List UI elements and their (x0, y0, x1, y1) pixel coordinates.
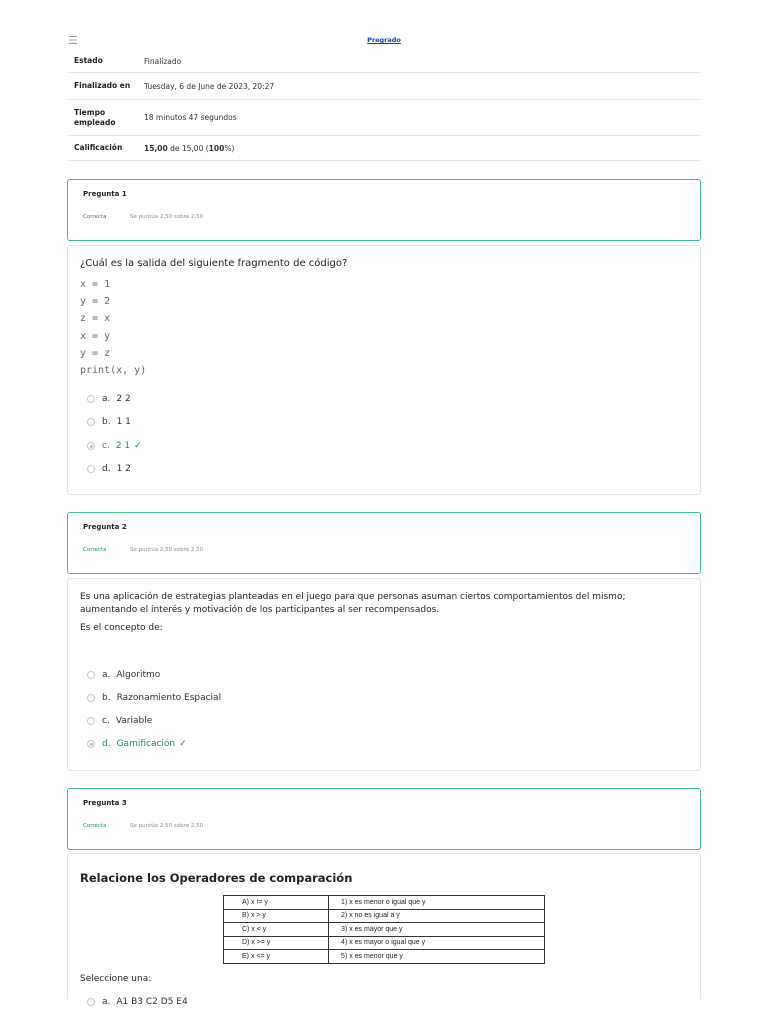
question-state: Correcta (83, 214, 107, 220)
option-c[interactable]: c. 2 1 ✓ (87, 441, 142, 451)
radio-button[interactable] (87, 465, 95, 473)
question-2-info (67, 512, 701, 574)
check-icon: ✓ (134, 441, 142, 451)
option-a[interactable]: a. 2 2 (87, 394, 131, 404)
table-row: B) x > y 2) x no es igual a y (224, 909, 545, 923)
table-row: A) x != y 1) x es menor o igual que y (224, 896, 545, 910)
radio-button-selected[interactable] (87, 740, 95, 748)
question-grade: Se puntúa 2,50 sobre 2,50 (130, 547, 204, 553)
question-number: Pregunta 3 (83, 799, 127, 807)
option-a[interactable]: a. A1 B3 C2 D5 E4 (87, 997, 188, 1007)
summary-row-time: Tiempo empleado 18 minutos 47 segundos (68, 100, 701, 136)
question-1-info (67, 179, 701, 241)
option-d[interactable]: d. Gamificación ✓ (87, 739, 187, 749)
question-number: Pregunta 1 (83, 190, 127, 198)
question-number: Pregunta 2 (83, 523, 127, 531)
radio-button[interactable] (87, 418, 95, 426)
question-grade: Se puntúa 2,50 sobre 2,50 (130, 214, 204, 220)
option-c[interactable]: c. Variable (87, 716, 152, 726)
option-b[interactable]: b. Razonamiento Espacial (87, 693, 221, 703)
question-title: Relacione los Operadores de comparación (80, 871, 353, 885)
summary-row-grade: Calificación 15,00 de 15,00 (100%) (68, 136, 701, 161)
question-grade: Se puntúa 2,50 sobre 2,50 (130, 823, 204, 829)
course-link[interactable]: Pregrado (367, 36, 401, 44)
option-a[interactable]: a. Algoritmo (87, 670, 160, 680)
code-snippet: x = 1 y = 2 z = x x = y y = z print(x, y) (80, 279, 147, 377)
question-3-content (67, 853, 701, 1007)
attempt-summary (68, 50, 701, 161)
top-bar (0, 0, 768, 48)
hamburger-icon[interactable]: ☰ (68, 34, 78, 47)
question-state: Correcta (83, 823, 107, 829)
table-row: E) x <= y 5) x es menor que y (224, 950, 545, 964)
radio-button[interactable] (87, 395, 95, 403)
summary-row-state: Estado Finalizado (68, 50, 701, 73)
table-row: C) x < y 3) x es mayor que y (224, 923, 545, 937)
grade-value: 15,00 de 15,00 (100%) (144, 143, 235, 153)
question-prompt: Es una aplicación de estrategias planteadas en el juego para que personas asuman ciertos comportamientos del mismo; aumentando el interés y motivación de los participantes al ser recompensados. (80, 592, 626, 615)
radio-button[interactable] (87, 671, 95, 679)
table-row: D) x >= y 4) x es mayor o igual que y (224, 936, 545, 950)
radio-button[interactable] (87, 717, 95, 725)
radio-button[interactable] (87, 998, 95, 1006)
question-prompt: ¿Cuál es la salida del siguiente fragmento de código? (80, 258, 348, 269)
option-b[interactable]: b. 1 1 (87, 417, 131, 427)
radio-button[interactable] (87, 694, 95, 702)
question-subprompt: Es el concepto de: (80, 623, 163, 633)
question-2-content (67, 578, 701, 771)
check-icon: ✓ (179, 739, 187, 749)
operators-table (223, 895, 545, 964)
select-label: Seleccione una: (80, 974, 152, 984)
question-3-info (67, 788, 701, 850)
option-d[interactable]: d. 1 2 (87, 464, 131, 474)
question-state: Correcta (83, 547, 107, 553)
question-1-content (67, 245, 701, 495)
radio-button-selected[interactable] (87, 442, 95, 450)
summary-row-finished: Finalizado en Tuesday, 6 de June de 2023, 20:27 (68, 73, 701, 100)
